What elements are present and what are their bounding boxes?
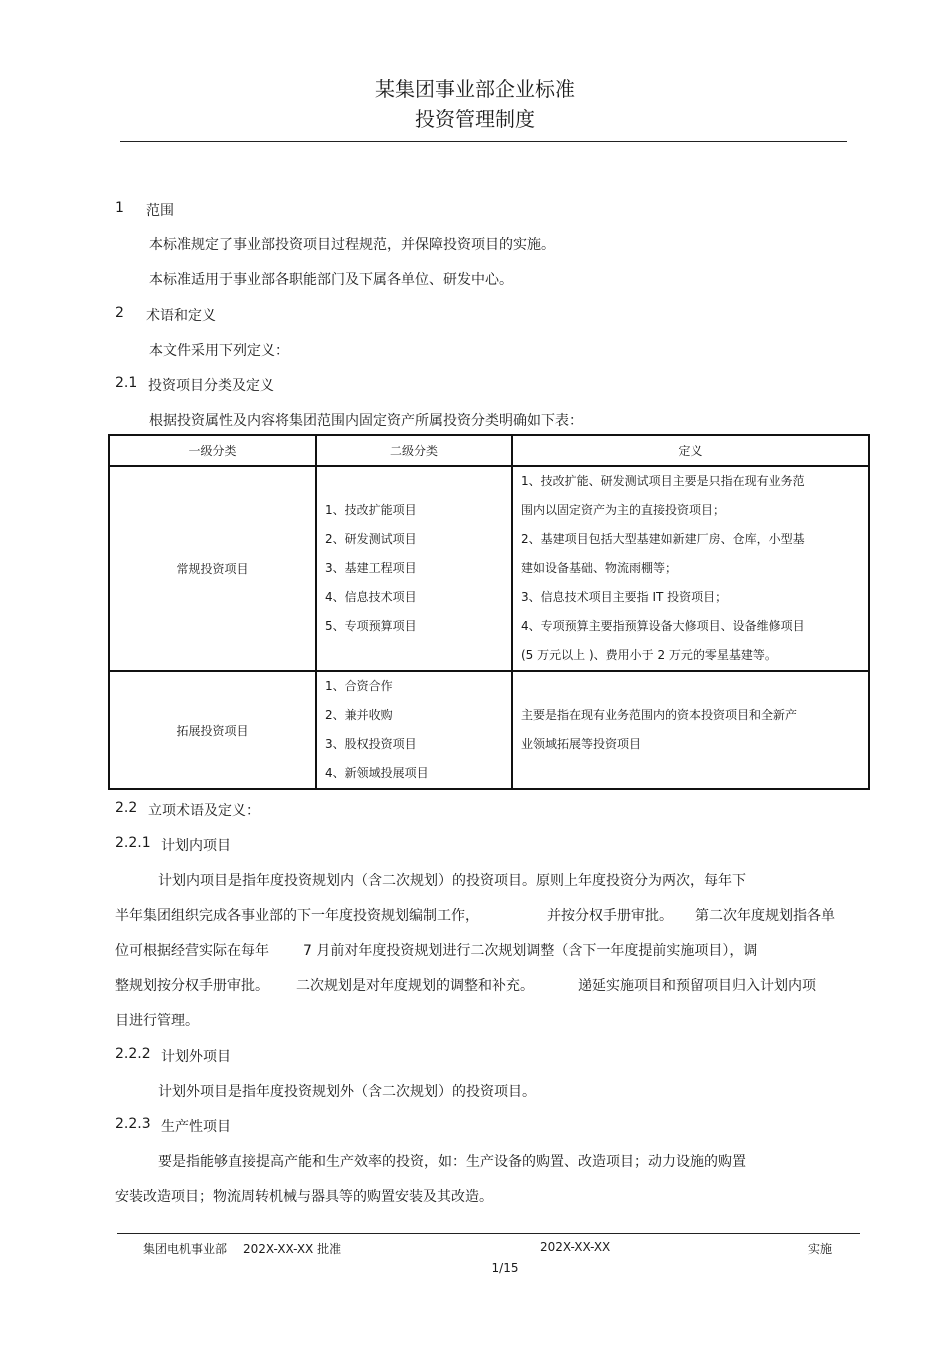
definition-line: 1、技改扩能、研发测试项目主要是只指在现有业务范 bbox=[521, 474, 805, 488]
section-number: 2.2 bbox=[115, 800, 138, 816]
investment-classification-table bbox=[108, 434, 870, 790]
table-header-cell: 二级分类 bbox=[316, 435, 512, 466]
definition-line: 围内以固定资产为主的直接投资项目； bbox=[521, 503, 726, 517]
section-heading: 术语和定义 bbox=[146, 308, 216, 324]
table-header-row bbox=[109, 435, 869, 466]
definition-line: 建如设备基础、物流雨棚等； bbox=[521, 561, 678, 575]
footer-department: 集团电机事业部 bbox=[143, 1242, 228, 1256]
definition-line: (5 万元以上 )、费用小于 2 万元的零星基建等。 bbox=[521, 648, 777, 662]
footer-approval-date: 202X-XX-XX 批准 bbox=[243, 1242, 342, 1256]
paragraph-line: 要是指能够直接提高产能和生产效率的投资，如：生产设备的购置、改造项目；动力设施的购置 bbox=[158, 1154, 746, 1170]
list-item: 3、股权投资项目 bbox=[325, 737, 417, 751]
section-number: 2 bbox=[115, 305, 124, 321]
subcategory-list bbox=[316, 671, 512, 789]
paragraph: 本文件采用下列定义： bbox=[149, 343, 289, 359]
section-heading: 立项术语及定义： bbox=[148, 803, 260, 819]
section-number: 2.2.3 bbox=[115, 1116, 151, 1132]
document-subtitle: 投资管理制度 bbox=[415, 107, 535, 131]
section-number: 2.2.1 bbox=[115, 835, 151, 851]
header-divider bbox=[120, 141, 847, 142]
subcategory-list bbox=[316, 466, 512, 671]
paragraph: 计划外项目是指年度投资规划外（含二次规划）的投资项目。 bbox=[158, 1084, 536, 1100]
list-item: 1、技改扩能项目 bbox=[325, 503, 417, 517]
paragraph: 本标准适用于事业部各职能部门及下属各单位、研发中心。 bbox=[149, 272, 513, 288]
document-title: 某集团事业部企业标准 bbox=[375, 77, 575, 101]
paragraph-line: 第二次年度规划指各单 bbox=[695, 908, 835, 924]
table-header-cell: 定义 bbox=[512, 435, 869, 466]
paragraph: 根据投资属性及内容将集团范围内固定资产所属投资分类明确如下表： bbox=[149, 413, 583, 429]
paragraph-line: 半年集团组织完成各事业部的下一年度投资规划编制工作， bbox=[115, 908, 479, 924]
page-number: 1/15 bbox=[491, 1261, 519, 1275]
section-heading: 范围 bbox=[146, 203, 174, 219]
table-row bbox=[109, 671, 869, 789]
paragraph-line: 7 月前对年度投资规划进行二次规划调整（含下一年度提前实施项目），调 bbox=[303, 943, 758, 959]
paragraph-line: 并按分权手册审批。 bbox=[547, 908, 673, 924]
list-item: 2、兼并收购 bbox=[325, 708, 393, 722]
list-item: 3、基建工程项目 bbox=[325, 561, 417, 575]
list-item: 4、信息技术项目 bbox=[325, 590, 417, 604]
section-heading: 投资项目分类及定义 bbox=[148, 378, 274, 394]
section-number: 2.1 bbox=[115, 375, 138, 391]
section-number: 1 bbox=[115, 200, 124, 216]
paragraph: 本标准规定了事业部投资项目过程规范，并保障投资项目的实施。 bbox=[149, 237, 555, 253]
definition-line: 业领域拓展等投资项目 bbox=[521, 737, 642, 751]
section-heading: 计划内项目 bbox=[161, 838, 231, 854]
list-item: 1、合资合作 bbox=[325, 679, 393, 693]
footer-implementation-label: 实施 bbox=[808, 1242, 833, 1256]
paragraph-line: 位可根据经营实际在每年 bbox=[115, 943, 269, 959]
paragraph-line: 目进行管理。 bbox=[115, 1013, 199, 1029]
definition-cell bbox=[512, 671, 869, 789]
list-item: 4、新领域投展项目 bbox=[325, 766, 429, 780]
definition-line: 3、信息技术项目主要指 IT 投资项目； bbox=[521, 590, 728, 604]
list-item: 5、专项预算项目 bbox=[325, 619, 417, 633]
section-heading: 计划外项目 bbox=[161, 1049, 231, 1065]
table-row bbox=[109, 466, 869, 671]
list-item: 2、研发测试项目 bbox=[325, 532, 417, 546]
category-cell: 常规投资项目 bbox=[109, 466, 316, 671]
definition-cell bbox=[512, 466, 869, 671]
table-header-cell: 一级分类 bbox=[109, 435, 316, 466]
section-number: 2.2.2 bbox=[115, 1046, 151, 1062]
paragraph-line: 二次规划是对年度规划的调整和补充。 bbox=[296, 978, 534, 994]
section-heading: 生产性项目 bbox=[161, 1119, 231, 1135]
paragraph-line: 整规划按分权手册审批。 bbox=[115, 978, 269, 994]
category-cell: 拓展投资项目 bbox=[109, 671, 316, 789]
paragraph-line: 安装改造项目；物流周转机械与器具等的购置安装及其改造。 bbox=[115, 1189, 493, 1205]
footer-implementation-date: 202X-XX-XX bbox=[540, 1240, 611, 1254]
footer-divider bbox=[117, 1233, 860, 1234]
definition-line: 4、专项预算主要指预算设备大修项目、设备维修项目 bbox=[521, 619, 805, 633]
definition-line: 2、基建项目包括大型基建如新建厂房、仓库，小型基 bbox=[521, 532, 805, 546]
paragraph-line: 计划内项目是指年度投资规划内（含二次规划）的投资项目。原则上年度投资分为两次，每年下 bbox=[158, 873, 746, 889]
definition-line: 主要是指在现有业务范围内的资本投资项目和全新产 bbox=[521, 708, 798, 722]
paragraph-line: 递延实施项目和预留项目归入计划内项 bbox=[578, 978, 816, 994]
